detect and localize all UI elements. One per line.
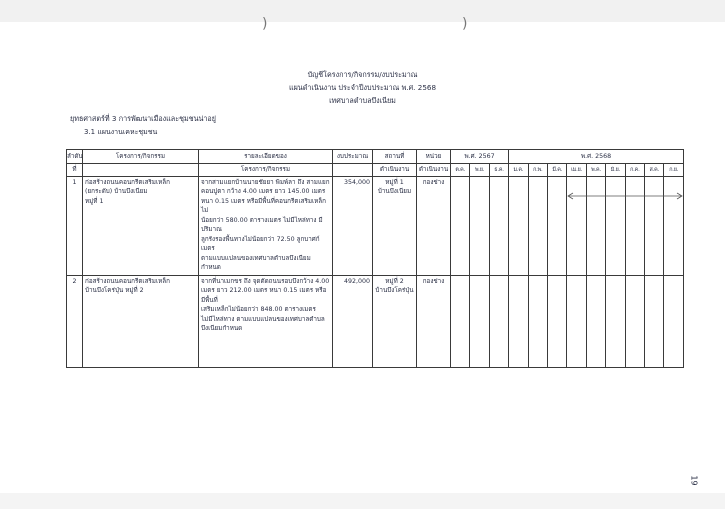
detail-line: ตามแบบแปลนของเทศบาลตำบลบึงเนียมกำหนด [201, 254, 311, 271]
month-header: ก.ย. [664, 164, 684, 177]
detail-line: เสริมเหล็กไม่น้อยกว่า 848.00 ตารางเมตร [201, 306, 316, 314]
header-detail: รายละเอียดของ [199, 150, 333, 164]
header-year-2567: พ.ศ. 2567 [451, 150, 509, 164]
month-cell [567, 276, 586, 368]
month-cell [625, 276, 644, 368]
month-header: ม.ค. [509, 164, 528, 177]
row-place [373, 177, 417, 276]
month-cell [567, 177, 586, 276]
month-header: ก.ค. [625, 164, 644, 177]
month-cell [451, 177, 470, 276]
detail-line: ไม่มีไหล่ทาง ตามแบบแปลนของเทศบาลตำบล [201, 315, 325, 323]
place-line: หมู่ที่ 1 [385, 179, 404, 186]
month-cell [606, 177, 625, 276]
month-cell [586, 177, 605, 276]
month-cell [664, 276, 684, 368]
row-budget: 354,000 [333, 177, 373, 276]
table-row [67, 177, 684, 276]
header-no: ลำดับ [67, 150, 83, 164]
scan-binder-mark-left: ) [262, 16, 268, 32]
month-header: เม.ย. [567, 164, 586, 177]
document-organization: เทศบาลตำบลบึงเนียม [329, 96, 396, 105]
header-detail-2: โครงการ/กิจกรรม [199, 164, 333, 177]
month-cell [664, 177, 684, 276]
month-cell [528, 177, 547, 276]
row-budget: 492,000 [333, 276, 373, 368]
detail-line: เมตร ยาว 212.00 เมตร หนา 0.15 เมตร หรือมีพื้นที่ [201, 287, 327, 304]
month-cell [645, 177, 664, 276]
month-cell [548, 276, 567, 368]
detail-line: หนา 0.15 เมตร หรือมีพื้นที่คอนกรีตเสริมเหล็กไม่ [201, 197, 326, 215]
place-line: หมู่ที่ 2 [385, 278, 404, 285]
project-line: บ้านบึงโคร่ปุ่น หมู่ที่ 2 [85, 287, 144, 295]
document-plan-year: แผนดำเนินงาน ประจำปีงบประมาณ พ.ศ. 2568 [288, 83, 437, 92]
table-header-row-2 [67, 164, 684, 177]
header-project-2 [83, 164, 199, 177]
header-place-2: ดำเนินงาน [373, 164, 417, 177]
table-header-row-1 [67, 150, 684, 164]
row-number: 1 [67, 177, 83, 276]
project-line: หมู่ที่ 1 [85, 197, 104, 205]
detail-line: บึงเนียมกำหนด [201, 325, 243, 333]
row-project [83, 177, 199, 276]
detail-line: น้อยกว่า 580.00 ตารางเมตร ไม่มีไหล่ทาง มีปริมาณ [201, 216, 323, 234]
table-row [67, 276, 684, 368]
header-budget-2 [333, 164, 373, 177]
page-number: 19 [689, 475, 699, 486]
month-cell [645, 276, 664, 368]
month-cell [470, 177, 489, 276]
month-cell [625, 177, 644, 276]
project-line: (ยกระดับ) บ้านบึงเนียม [85, 188, 148, 196]
row-number: 2 [67, 276, 83, 368]
month-header: ก.พ. [528, 164, 547, 177]
header-year-2568: พ.ศ. 2568 [509, 150, 684, 164]
month-header: ต.ค. [451, 164, 470, 177]
month-cell [509, 177, 528, 276]
project-plan-table [66, 149, 684, 368]
month-header: พ.ย. [470, 164, 489, 177]
row-unit: กองช่าง [417, 177, 451, 276]
row-place [373, 276, 417, 368]
header-unit: หน่วย [417, 150, 451, 164]
document-title: บัญชีโครงการ/กิจกรรม/งบประมาณ [307, 70, 418, 79]
month-cell [606, 276, 625, 368]
month-header: มิ.ย. [606, 164, 625, 177]
header-no-2: ที่ [67, 164, 83, 177]
month-header: พ.ค. [586, 164, 605, 177]
header-project: โครงการ/กิจกรรม [83, 150, 199, 164]
place-line: บ้านบึงโคร่ปุ่น [375, 287, 414, 295]
header-budget: งบประมาณ [333, 150, 373, 164]
place-line: บ้านบึงเนียม [377, 188, 412, 196]
row-unit: กองช่าง [417, 276, 451, 368]
month-cell [451, 276, 470, 368]
header-unit-2: ดำเนินงาน [417, 164, 451, 177]
project-line: ก่อสร้างถนนคอนกรีตเสริมเหล็ก [85, 278, 170, 285]
detail-line: จากที่นาเมกขร ถึง จุดตัดถนนรอบบึงกว้าง 4.00 [201, 278, 330, 285]
scan-bottom-band [0, 493, 725, 509]
month-cell [489, 177, 508, 276]
detail-line: จากสามแยกบ้านนายชัยยา พิมพ์ลา ถึง สามแยก [201, 179, 330, 186]
header-place: สถานที่ [373, 150, 417, 164]
month-header: ส.ค. [645, 164, 664, 177]
month-header: ธ.ค. [489, 164, 508, 177]
scan-top-band [0, 0, 725, 22]
row-project [83, 276, 199, 368]
month-cell [489, 276, 508, 368]
month-cell [586, 276, 605, 368]
month-header: มี.ค. [548, 164, 567, 177]
row-detail [199, 276, 333, 368]
detail-line: ลูกรังรองพื้นทางไม่น้อยกว่า 72.50 ลูกบาศก์เมตร [201, 235, 320, 253]
month-cell [528, 276, 547, 368]
detail-line: คอนปูตา กว้าง 4.00 เมตร ยาว 145.00 เมตร [201, 188, 326, 196]
project-line: ก่อสร้างถนนคอนกรีตเสริมเหล็ก [85, 179, 170, 186]
scan-binder-mark-right: ) [462, 16, 468, 32]
row-detail [199, 177, 333, 276]
month-cell [548, 177, 567, 276]
month-cell [509, 276, 528, 368]
subplan-heading: 3.1 แผนงานเคหะชุมชน [84, 128, 158, 136]
strategy-heading: ยุทธศาสตร์ที่ 3 การพัฒนาเมืองและชุมชนน่าอยู่ [70, 114, 216, 123]
month-cell [470, 276, 489, 368]
